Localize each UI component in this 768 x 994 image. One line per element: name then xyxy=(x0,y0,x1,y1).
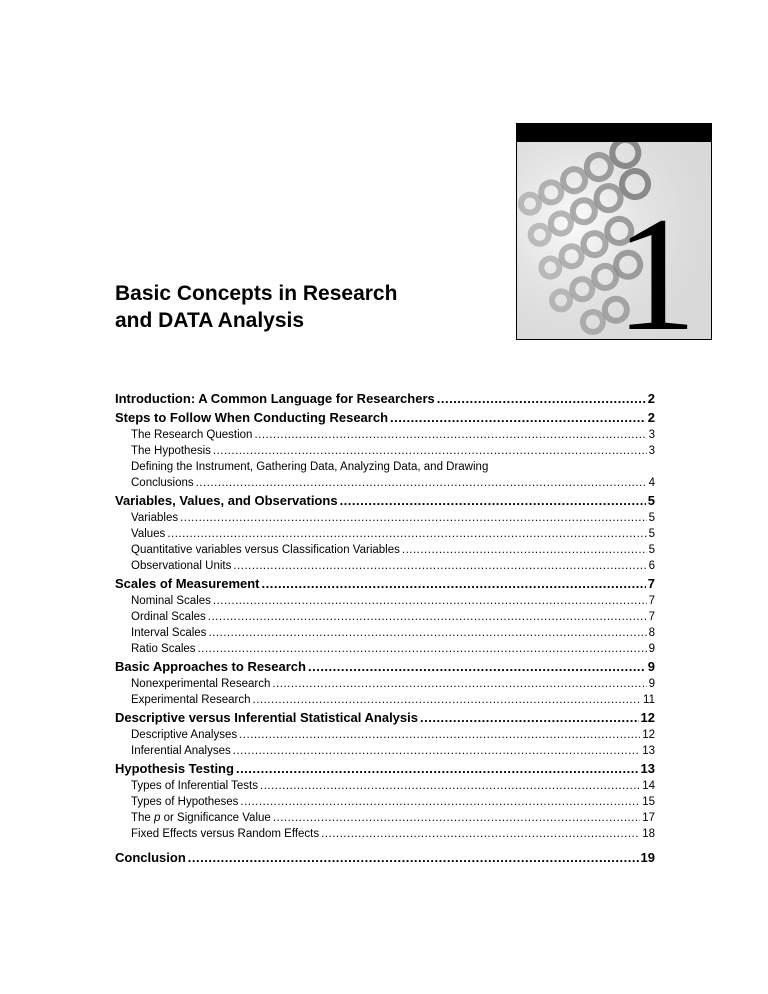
toc-subsection[interactable] xyxy=(115,459,655,475)
toc-entry-title: Values xyxy=(131,528,166,540)
toc-dot-leader xyxy=(340,491,646,510)
toc-dot-leader xyxy=(254,427,646,443)
toc-entry-title: Nominal Scales xyxy=(131,595,211,607)
toc-page-number: 2 xyxy=(647,391,655,406)
chapter-title-line-1: Basic Concepts in Research xyxy=(115,282,398,305)
toc-page-number: 4 xyxy=(648,477,655,489)
toc-page-number: 5 xyxy=(647,493,655,508)
toc-dot-leader xyxy=(213,593,647,609)
toc-page-number: 5 xyxy=(648,512,655,524)
toc-page-number: 15 xyxy=(642,796,655,808)
toc-entry-title: Hypothesis Testing xyxy=(115,761,234,776)
toc-entry-title: Interval Scales xyxy=(131,627,207,639)
toc-page-number: 9 xyxy=(648,678,655,690)
toc-dot-leader xyxy=(233,558,646,574)
toc-page-number: 5 xyxy=(648,544,655,556)
badge-top-bar xyxy=(517,124,711,142)
table-of-contents xyxy=(115,389,655,867)
toc-dot-leader xyxy=(437,389,646,408)
toc-dot-leader xyxy=(196,475,647,491)
toc-entry-title: Variables, Values, and Observations xyxy=(115,493,338,508)
toc-subsection[interactable] xyxy=(115,794,655,810)
toc-page-number: 13 xyxy=(640,761,655,776)
toc-dot-leader xyxy=(208,625,646,641)
toc-entry-title: Quantitative variables versus Classification Variables xyxy=(131,544,400,556)
chapter-number: 1 xyxy=(615,184,697,340)
toc-section[interactable] xyxy=(115,408,655,427)
toc-dot-leader xyxy=(198,641,647,657)
toc-page-number: 8 xyxy=(648,627,655,639)
toc-subsection[interactable] xyxy=(115,692,655,708)
toc-page-number: 12 xyxy=(640,710,655,725)
toc-entry-title: Ratio Scales xyxy=(131,643,196,655)
toc-page-number: 3 xyxy=(648,445,655,457)
toc-page-number: 14 xyxy=(642,780,655,792)
toc-page-number: 6 xyxy=(648,560,655,572)
toc-subsection[interactable] xyxy=(115,743,655,759)
toc-subsection[interactable] xyxy=(115,609,655,625)
toc-dot-leader xyxy=(236,759,639,778)
toc-subsection[interactable] xyxy=(115,727,655,743)
toc-dot-leader xyxy=(273,810,640,826)
toc-dot-leader xyxy=(390,408,646,427)
toc-dot-leader xyxy=(240,794,640,810)
toc-entry-title: Basic Approaches to Research xyxy=(115,659,306,674)
toc-subsection[interactable] xyxy=(115,542,655,558)
toc-page-number: 7 xyxy=(648,611,655,623)
toc-page-number: 18 xyxy=(642,828,655,840)
toc-entry-title: Variables xyxy=(131,512,179,524)
toc-subsection[interactable] xyxy=(115,510,655,526)
toc-section[interactable] xyxy=(115,759,655,778)
toc-dot-leader xyxy=(180,510,647,526)
toc-entry-title: Experimental Research xyxy=(131,694,251,706)
toc-subsection[interactable] xyxy=(115,475,655,491)
toc-entry-title: Inferential Analyses xyxy=(131,745,231,757)
toc-entry-title: Conclusion xyxy=(115,850,186,865)
toc-dot-leader xyxy=(272,676,646,692)
toc-section[interactable] xyxy=(115,848,655,867)
toc-entry-title: Conclusions xyxy=(131,477,194,489)
chapter-badge xyxy=(516,123,712,340)
toc-dot-leader xyxy=(262,574,646,593)
toc-dot-leader xyxy=(321,826,640,842)
toc-subsection[interactable] xyxy=(115,625,655,641)
toc-entry-title: Introduction: A Common Language for Researchers xyxy=(115,391,435,406)
toc-entry-title: Descriptive versus Inferential Statistical Analysis xyxy=(115,710,418,725)
toc-entry-title: The Hypothesis xyxy=(131,445,211,457)
toc-dot-leader xyxy=(253,692,642,708)
toc-section[interactable] xyxy=(115,708,655,727)
toc-entry-title: The p or Significance Value xyxy=(131,812,271,824)
toc-dot-leader xyxy=(233,743,640,759)
toc-dot-leader xyxy=(208,609,647,625)
toc-dot-leader xyxy=(213,443,647,459)
toc-dot-leader xyxy=(308,657,646,676)
toc-dot-leader xyxy=(167,526,646,542)
toc-page-number: 9 xyxy=(647,659,655,674)
toc-page-number: 17 xyxy=(642,812,655,824)
toc-section[interactable] xyxy=(115,574,655,593)
toc-page-number: 2 xyxy=(647,410,655,425)
toc-page-number: 7 xyxy=(647,576,655,591)
toc-subsection[interactable] xyxy=(115,826,655,842)
toc-subsection[interactable] xyxy=(115,558,655,574)
toc-section[interactable] xyxy=(115,491,655,510)
toc-dot-leader xyxy=(402,542,647,558)
chapter-title-line-2: and DATA Analysis xyxy=(115,309,305,332)
toc-page-number: 9 xyxy=(648,643,655,655)
toc-subsection[interactable] xyxy=(115,593,655,609)
toc-dot-leader xyxy=(188,848,639,867)
toc-subsection[interactable] xyxy=(115,427,655,443)
toc-entry-title: Scales of Measurement xyxy=(115,576,260,591)
toc-entry-title: Nonexperimental Research xyxy=(131,678,271,690)
toc-section[interactable] xyxy=(115,389,655,408)
toc-section[interactable] xyxy=(115,657,655,676)
toc-entry-title: Descriptive Analyses xyxy=(131,729,238,741)
toc-page-number: 13 xyxy=(642,745,655,757)
toc-page-number: 7 xyxy=(648,595,655,607)
toc-page-number: 5 xyxy=(648,528,655,540)
toc-entry-title: Steps to Follow When Conducting Research xyxy=(115,410,389,425)
toc-entry-title: Defining the Instrument, Gathering Data, Analyzing Data, and Drawing xyxy=(131,461,489,473)
toc-subsection[interactable] xyxy=(115,443,655,459)
toc-dot-leader xyxy=(260,778,640,794)
toc-entry-title: Ordinal Scales xyxy=(131,611,206,623)
toc-page-number: 11 xyxy=(643,694,655,706)
toc-dot-leader xyxy=(420,708,639,727)
toc-entry-title: Types of Inferential Tests xyxy=(131,780,258,792)
toc-subsection[interactable] xyxy=(115,778,655,794)
toc-dot-leader xyxy=(239,727,640,743)
toc-subsection[interactable] xyxy=(115,641,655,657)
toc-subsection[interactable] xyxy=(115,810,655,826)
toc-page-number: 3 xyxy=(648,429,655,441)
toc-page-number: 12 xyxy=(642,729,655,741)
toc-entry-title: Observational Units xyxy=(131,560,232,572)
toc-entry-title: The Research Question xyxy=(131,429,253,441)
chapter-title xyxy=(115,280,397,334)
toc-subsection[interactable] xyxy=(115,526,655,542)
toc-subsection[interactable] xyxy=(115,676,655,692)
toc-entry-title: Fixed Effects versus Random Effects xyxy=(131,828,320,840)
toc-page-number: 19 xyxy=(640,850,655,865)
toc-entry-title: Types of Hypotheses xyxy=(131,796,239,808)
